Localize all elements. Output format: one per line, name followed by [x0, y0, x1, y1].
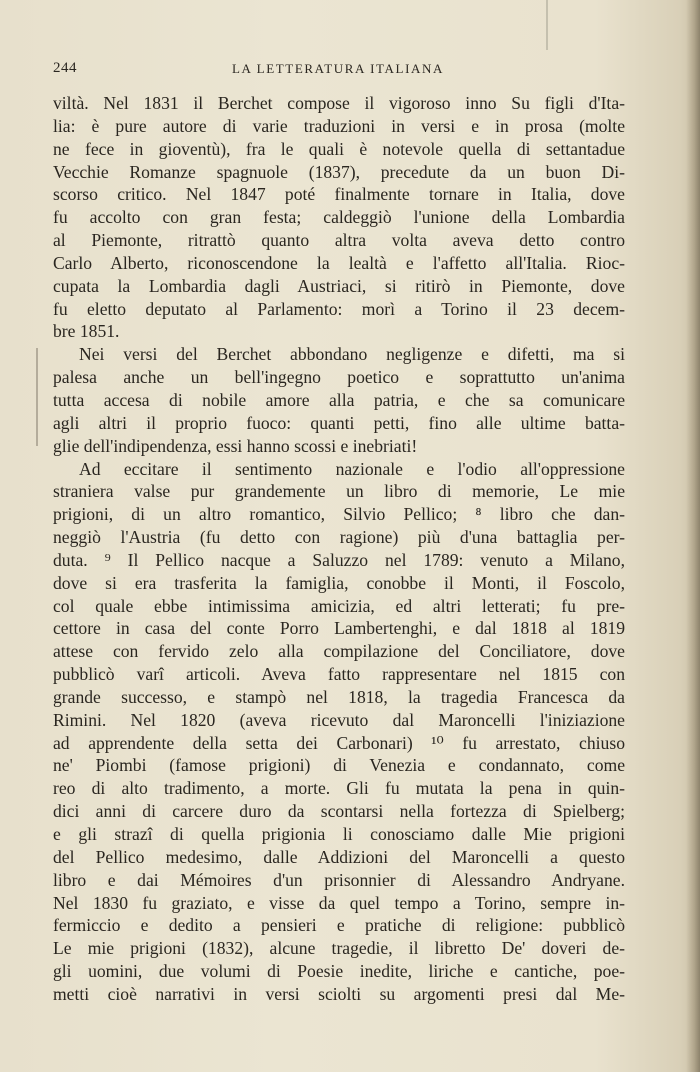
text-line: libro e dai Mémoires d'un prisonnier di Alessandro Andryane. [53, 869, 625, 890]
text-line: dici anni di carcere duro da scontarsi nella fortezza di Spielberg; [53, 801, 625, 822]
text-line: duta. ⁹ Il Pellico nacque a Saluzzo nel 1789: venuto a Milano, [53, 549, 625, 570]
margin-pencil-line [36, 348, 38, 446]
text-line: attese con fervido zelo alla compilazione del Conciliatore, dove [53, 641, 625, 662]
page-header [50, 60, 626, 82]
text-line: palesa anche un bell'ingegno poetico e soprattutto un'anima [53, 367, 625, 388]
text-line: grande successo, e stampò nel 1818, la tragedia Francesca da [53, 686, 625, 707]
text-line: metti cioè narrativi in versi sciolti su argomenti presi dal Me- [53, 983, 625, 1004]
text-line: dove si era trasferita la famiglia, conobbe il Monti, il Foscolo, [53, 572, 625, 593]
text-line: pubblicò varî articoli. Aveva fatto rappresentare nel 1815 con [53, 664, 625, 685]
text-line: fu eletto deputato al Parlamento: morì a Torino il 23 decem- [53, 298, 625, 319]
pencil-mark [546, 0, 548, 50]
text-line: Nel 1830 fu graziato, e visse da quel tempo a Torino, sempre in- [53, 892, 625, 913]
text-line: Ad eccitare il sentimento nazionale e l'odio all'oppressione [79, 458, 625, 479]
text-line: fu accolto con gran festa; caldeggiò l'unione della Lombardia [53, 207, 625, 228]
text-line: prigioni, di un altro romantico, Silvio Pellico; ⁸ libro che dan- [53, 504, 625, 525]
text-line: col quale ebbe intimissima amicizia, ed altri letterati; fu pre- [53, 595, 625, 616]
text-line: reo di alto tradimento, a morte. Gli fu mutata la pena in quin- [53, 778, 625, 799]
text-line: Le mie prigioni (1832), alcune tragedie, il libretto De' doveri de- [53, 938, 625, 959]
text-line: bre 1851. [53, 321, 120, 342]
text-line: Rimini. Nel 1820 (aveva ricevuto dal Maroncelli l'iniziazione [53, 709, 625, 730]
page-number: 244 [53, 60, 77, 76]
text-line: Vecchie Romanze spagnuole (1837), precedute da un buon Di- [53, 161, 625, 182]
text-line: tutta accesa di nobile amore alla patria, e che sa comunicare [53, 389, 625, 410]
body-text [53, 92, 625, 1006]
text-line: e gli strazî di quella prigionia li conosciamo dalle Mie prigioni [53, 824, 625, 844]
text-line: ne fece in gioventù), fra le quali è notevole quella di settantadue [53, 138, 625, 159]
text-line: Nei versi del Berchet abbondano negligenze e difetti, ma si [79, 344, 625, 365]
text-line: fermiccio e dedito a pensieri e pratiche di religione: pubblicò [53, 915, 625, 936]
text-line: cettore in casa del conte Porro Lambertenghi, e dal 1818 al 1819 [53, 618, 625, 639]
text-line: neggiò l'Austria (fu detto con ragione) più d'una battaglia per- [53, 527, 625, 548]
page-edge-shadow [686, 0, 700, 1072]
text-line: ad apprendente della setta dei Carbonari) ¹⁰ fu arrestato, chiuso [53, 732, 625, 753]
text-line: Carlo Alberto, riconoscendone la lealtà e l'affetto all'Italia. Rioc- [53, 252, 625, 273]
text-line: al Piemonte, ritrattò quanto altra volta aveva detto contro [53, 230, 625, 251]
text-line: del Pellico medesimo, dalle Addizioni del Maroncelli a questo [53, 846, 625, 867]
text-line: scorso critico. Nel 1847 poté finalmente tornare in Italia, dove [53, 184, 625, 205]
text-line: viltà. Nel 1831 il Berchet compose il vigoroso inno Su figli d'Ita- [53, 93, 625, 113]
text-line: glie dell'indipendenza, essi hanno scossi e inebriati! [53, 435, 418, 456]
text-line: lia: è pure autore di varie traduzioni in versi e in prosa (molte [53, 115, 625, 136]
text-line: gli uomini, due volumi di Poesie inedite, liriche e cantiche, poe- [53, 961, 625, 982]
text-line: straniera valse pur grandemente un libro di memorie, Le mie [53, 481, 625, 502]
text-line: ne' Piombi (famose prigioni) di Venezia e condannato, come [53, 755, 625, 776]
text-line: cupata la Lombardia dagli Austriaci, si ritirò in Piemonte, dove [53, 275, 625, 296]
text-line: agli altri il proprio fuoco: quanti petti, fino alle ultime batta- [53, 412, 625, 433]
running-title: LA LETTERATURA ITALIANA [232, 61, 444, 76]
